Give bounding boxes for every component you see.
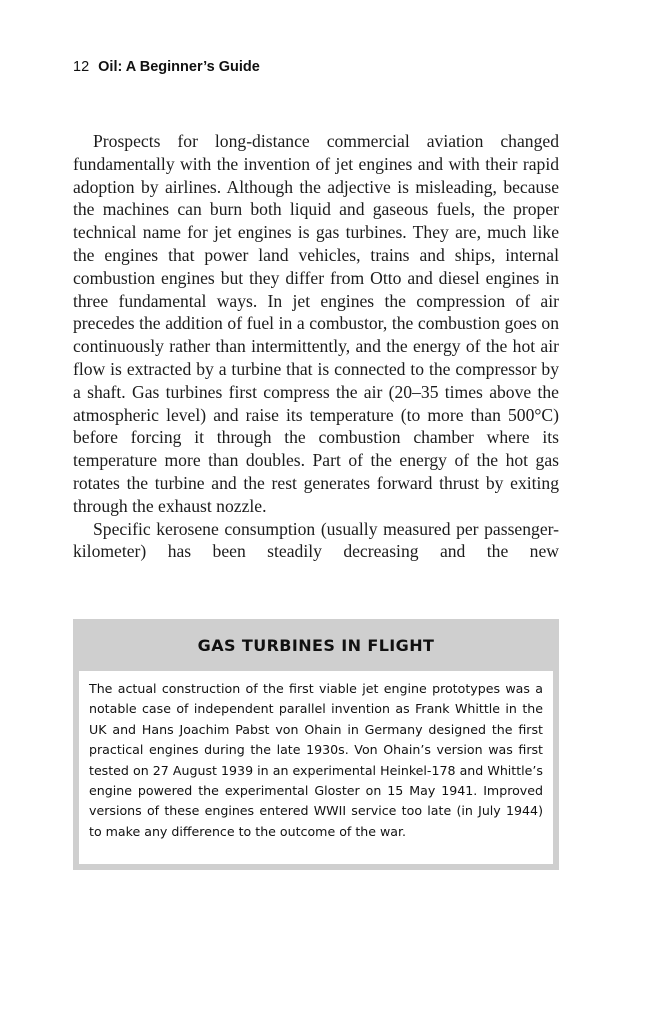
paragraph-1: Prospects for long-distance commercial aviation changed fundamentally with the invention of jet engines and with their rapid adoption by airlines. Although the adjective is misleading, because the machines can burn both liquid and gaseous fuels, the proper technical name for jet engines is gas turbines. They are, much like the engines that power land vehicles, trains and ships, internal combustion engines but they differ from Otto and diesel engines in three fundamental ways. In jet engines the compression of air precedes the addition of fuel in a combustor, the combustion goes on continuously rather than intermittently, and the energy of the hot air flow is extracted by a turbine that is connected to the compressor by a shaft. Gas turbines first compress the air (20–35 times above the atmospheric level) and raise its temperature (to more than 500°C) before forcing it through the combustion chamber where its temperature more than doubles. Part of the energy of the hot gas rotates the turbine and the rest generates forward thrust by exiting through the exhaust nozzle. <box>73 131 559 516</box>
sidebar-body-text: The actual construction of the first viable jet engine prototypes was a notable case of independent parallel invention as Frank Whittle in the UK and Hans Joachim Pabst von Ohain in Germany designed the first practical engines during the late 1930s. Von Ohain’s version was first tested on 27 August 1939 in an experimental Heinkel-178 and Whittle’s engine powered the experimental Gloster on 15 May 1941. Improved versions of these engines entered WWII service too late (in July 1944) to make any difference to the outcome of the war. <box>79 671 553 864</box>
page-number: 12 <box>73 59 90 75</box>
main-text <box>73 130 559 563</box>
paragraph-2: Specific kerosene consumption (usually measured per passenger-kilometer) has been steadily decreasing and the new <box>73 518 559 562</box>
running-head <box>73 59 260 75</box>
sidebar-title: GAS TURBINES IN FLIGHT <box>197 636 435 655</box>
book-title: Oil: A Beginner’s Guide <box>98 59 260 75</box>
sidebar-box <box>73 619 559 870</box>
